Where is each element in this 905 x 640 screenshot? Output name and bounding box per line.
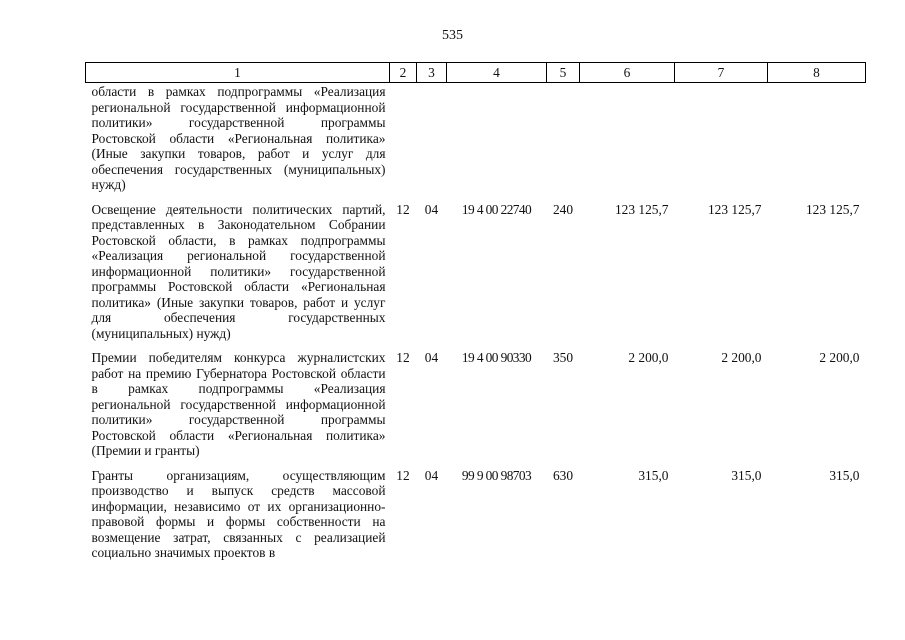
expense-type-code (547, 83, 580, 202)
subsection-code: 04 (424, 467, 439, 483)
table-row (86, 468, 866, 570)
table-row (86, 350, 866, 468)
header-row (86, 63, 866, 83)
header-col-6: 6 (580, 63, 675, 83)
budget-table (85, 62, 866, 570)
table-header (86, 63, 866, 83)
amount-col-6 (580, 83, 675, 202)
row-description: области в рамках подпрограммы «Реализация региональной государственной информационной политики» государственной программы Ростовской области «Региональная политика» (Иные закупки товаров, работ и услуг для обеспечения государственных (муниципальных) нужд) (91, 84, 386, 192)
target-article-code: 19 4 00 22740 (461, 201, 532, 217)
amount-col-7: 315,0 (731, 467, 762, 483)
subsection-code (417, 83, 447, 202)
amount-col-6: 315,0 (638, 467, 669, 483)
header-col-2: 2 (390, 63, 417, 83)
header-col-1: 1 (86, 63, 390, 83)
header-col-8: 8 (768, 63, 866, 83)
expense-type-code: 350 (552, 350, 574, 365)
amount-col-7: 123 125,7 (707, 201, 762, 217)
amount-col-8: 315,0 (829, 467, 860, 483)
target-article-code: 99 9 00 98703 (461, 467, 532, 483)
amount-col-6: 2 200,0 (628, 350, 669, 365)
target-article-code: 19 4 00 90330 (461, 350, 532, 365)
header-col-7: 7 (675, 63, 768, 83)
expense-type-code: 630 (552, 467, 574, 483)
section-code: 12 (396, 201, 410, 217)
row-description: Гранты организациям, осуществляющим производство и выпуск средств массовой информации, независимо от их организационно-правовой формы и формы собственности на возмещение затрат, связанных с реализацией социально значимых проектов в (91, 467, 386, 560)
page-number: 535 (442, 28, 463, 43)
header-col-3: 3 (417, 63, 447, 83)
amount-col-8: 123 125,7 (805, 201, 860, 217)
row-description: Освещение деятельности политических партий, представленных в Законодательном Собрании Ростовской области, в рамках подпрограммы «Реализация региональной государственной информационной политики» государственной программы Ростовской области «Региональная политика» (Иные закупки товаров, работ и услуг для обеспечения государственных (муниципальных) нужд) (91, 201, 386, 341)
amount-col-6: 123 125,7 (614, 201, 669, 217)
section-code: 12 (396, 350, 410, 365)
header-col-5: 5 (547, 63, 580, 83)
section-code (390, 83, 417, 202)
row-description: Премии победителям конкурса журналистских работ на премию Губернатора Ростовской области в рамках подпрограммы «Реализация региональной государственной информационной политики» государственной программы Ростовской области «Региональная политика» (Премии и гранты) (91, 350, 386, 458)
subsection-code: 04 (424, 201, 439, 217)
expense-type-code: 240 (552, 201, 574, 217)
section-code: 12 (396, 467, 410, 483)
amount-col-8: 2 200,0 (819, 350, 860, 365)
table-row (86, 83, 866, 202)
amount-col-8 (768, 83, 866, 202)
target-article-code (447, 83, 547, 202)
amount-col-7: 2 200,0 (721, 350, 762, 365)
table-row (86, 202, 866, 351)
header-col-4: 4 (447, 63, 547, 83)
subsection-code: 04 (424, 350, 439, 365)
amount-col-7 (675, 83, 768, 202)
